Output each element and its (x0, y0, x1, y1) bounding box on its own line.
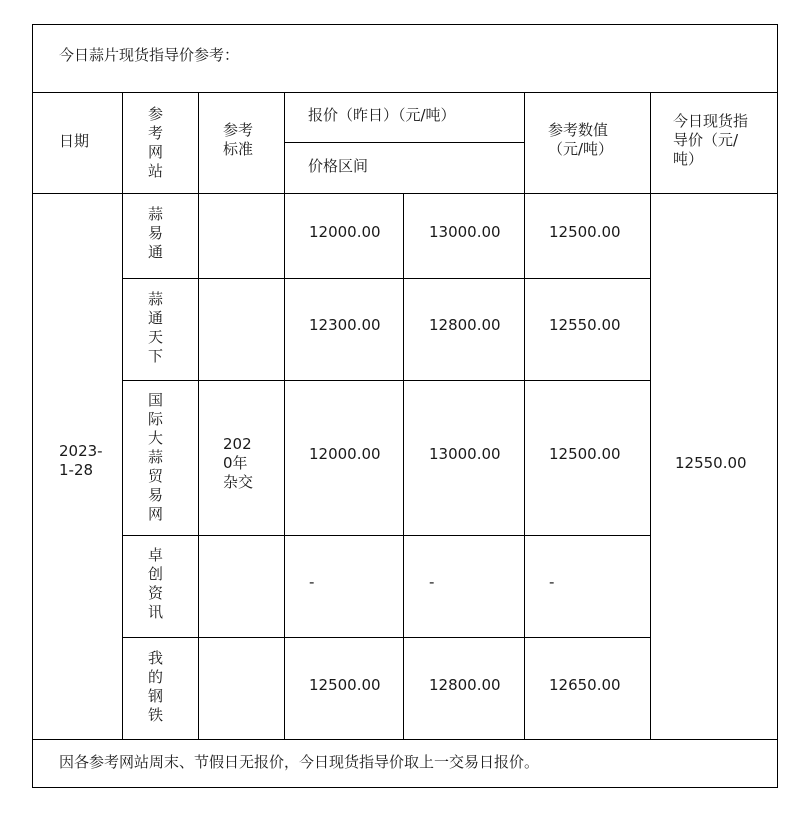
ref-value: - (549, 573, 555, 591)
header-today-price: 今日现货指导价（元/吨） (673, 112, 749, 168)
price-low: 12300.00 (309, 316, 381, 334)
ref-value: 12650.00 (549, 676, 621, 694)
footnote: 因各参考网站周末、节假日无报价，今日现货指导价取上一交易日报价。 (59, 753, 540, 771)
price-high: - (429, 573, 435, 591)
ref-value: 12500.00 (549, 223, 621, 241)
price-high: 12800.00 (429, 676, 501, 694)
header-site: 参考网站 (148, 105, 164, 180)
date-cell: 2023-1-28 (59, 442, 103, 479)
ref-value: 12550.00 (549, 316, 621, 334)
header-standard: 参考标准 (223, 121, 254, 158)
header-date: 日期 (59, 132, 90, 150)
site-cell: 卓创资讯 (148, 546, 164, 621)
header-ref-value: 参考数值（元/吨） (548, 121, 614, 158)
today-price-cell: 12550.00 (675, 454, 747, 472)
price-low: 12000.00 (309, 445, 381, 463)
ref-value: 12500.00 (549, 445, 621, 463)
price-table (32, 24, 778, 788)
site-cell: 蒜易通 (148, 205, 164, 261)
price-high: 12800.00 (429, 316, 501, 334)
site-cell: 国际大蒜贸易网 (148, 391, 164, 523)
site-cell: 我的钢铁 (148, 649, 164, 724)
price-high: 13000.00 (429, 445, 501, 463)
table-title: 今日蒜片现货指导价参考： (59, 46, 240, 64)
price-high: 13000.00 (429, 223, 501, 241)
header-range: 价格区间 (308, 157, 369, 175)
price-low: 12000.00 (309, 223, 381, 241)
header-quote: 报价（昨日）（元/吨） (308, 106, 456, 124)
price-low: - (309, 573, 315, 591)
site-cell: 蒜通天下 (148, 290, 164, 365)
standard-cell: 2020年杂交 (223, 435, 254, 491)
price-low: 12500.00 (309, 676, 381, 694)
